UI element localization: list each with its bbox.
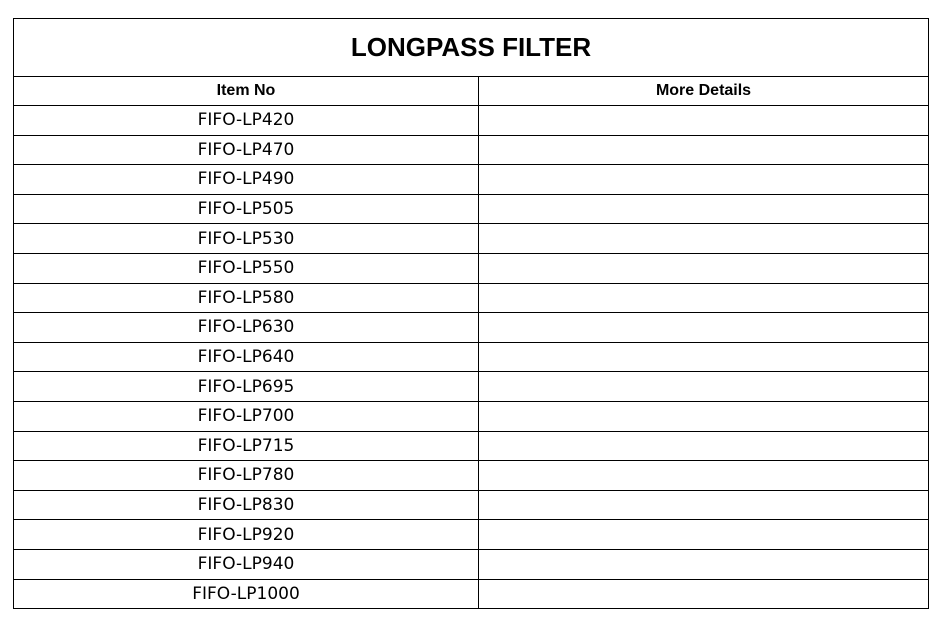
table-row [14,165,929,195]
more-details-cell [479,431,929,461]
table-row [14,401,929,431]
title-row [14,19,929,77]
table-row [14,224,929,254]
more-details-cell [479,342,929,372]
more-details-cell [479,520,929,550]
item-no-cell: FIFO-LP530 [14,224,479,254]
item-no-cell: FIFO-LP550 [14,253,479,283]
table-body [14,106,929,609]
table-row [14,253,929,283]
more-details-cell [479,135,929,165]
item-no-cell: FIFO-LP580 [14,283,479,313]
item-no-cell: FIFO-LP700 [14,401,479,431]
item-no-cell: FIFO-LP630 [14,313,479,343]
item-no-cell: FIFO-LP715 [14,431,479,461]
header-row [14,77,929,106]
table-title: LONGPASS FILTER [14,19,929,77]
more-details-cell [479,165,929,195]
table-row [14,372,929,402]
item-no-cell: FIFO-LP780 [14,461,479,491]
more-details-cell [479,549,929,579]
more-details-cell [479,372,929,402]
more-details-cell [479,579,929,609]
more-details-cell [479,490,929,520]
more-details-cell [479,401,929,431]
table-row [14,549,929,579]
table-row [14,461,929,491]
item-no-cell: FIFO-LP695 [14,372,479,402]
longpass-filter-table [13,18,929,609]
item-no-cell: FIFO-LP940 [14,549,479,579]
table-row [14,490,929,520]
more-details-cell [479,253,929,283]
column-header-item-no: Item No [14,77,479,106]
item-no-cell: FIFO-LP490 [14,165,479,195]
table-row [14,283,929,313]
item-no-cell: FIFO-LP505 [14,194,479,224]
table-row [14,579,929,609]
column-header-more-details: More Details [479,77,929,106]
table-row [14,431,929,461]
more-details-cell [479,313,929,343]
table-row [14,342,929,372]
table-row [14,313,929,343]
more-details-cell [479,461,929,491]
item-no-cell: FIFO-LP920 [14,520,479,550]
table-row [14,520,929,550]
item-no-cell: FIFO-LP830 [14,490,479,520]
more-details-cell [479,194,929,224]
more-details-cell [479,224,929,254]
more-details-cell [479,106,929,136]
more-details-cell [479,283,929,313]
table-row [14,135,929,165]
table-row [14,106,929,136]
item-no-cell: FIFO-LP420 [14,106,479,136]
table-row [14,194,929,224]
item-no-cell: FIFO-LP640 [14,342,479,372]
item-no-cell: FIFO-LP470 [14,135,479,165]
item-no-cell: FIFO-LP1000 [14,579,479,609]
